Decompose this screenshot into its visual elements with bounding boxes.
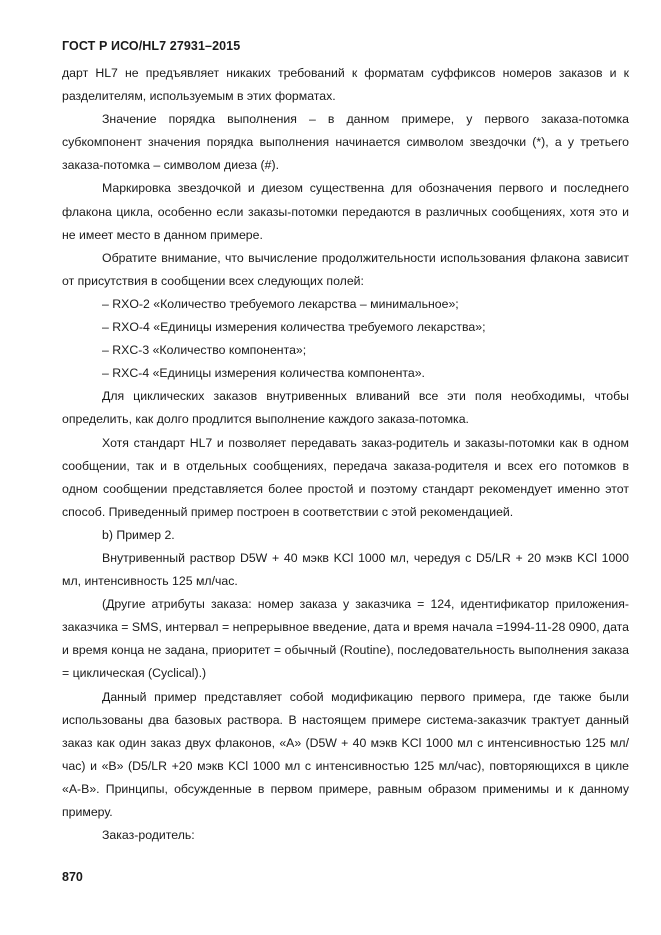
paragraph: дарт HL7 не предъявляет никаких требований к форматам суффиксов номеров заказов и к разделителям, используемым в этих форматах. xyxy=(62,66,629,104)
paragraph: Внутривенный раствор D5W + 40 мэкв KCl 1000 мл, чередуя с D5/LR + 20 мэкв KCl 1000 мл, интенсивность 125 мл/час. xyxy=(62,550,629,589)
list-item: – RXO-2 «Количество требуемого лекарства – минимальное»; xyxy=(102,296,459,311)
paragraph: Хотя стандарт HL7 и позволяет передавать заказ-родитель и заказы-потомки как в одном сообщении, так и в отдельных сообщениях, передача заказа-родителя и всех его потомков в одном сообщении представляется более простой и поэтому стандарт рекомендует именно этот способ. Приведенный пример построен в соответствии с этой рекомендацией. xyxy=(62,435,629,519)
paragraph: Маркировка звездочкой и диезом существенна для обозначения первого и последнего флакона цикла, особенно если заказы-потомки передаются в различных сообщениях, хотя это и не имеет место в данном примере. xyxy=(62,181,629,242)
example-heading: b) Пример 2. xyxy=(102,527,175,542)
paragraph: (Другие атрибуты заказа: номер заказа у заказчика = 124, идентификатор приложения-заказчика = SMS, интервал = непрерывное введение, дата и время начала =1994-11-28 0900, дата и время конца не задана, приоритет = обычный (Routine), последовательность выполнения заказа = циклическая (Cyclical).) xyxy=(62,597,629,681)
paragraph: Заказ-родитель: xyxy=(102,828,195,843)
list-item: – RXC-3 «Количество компонента»; xyxy=(102,343,307,358)
list-item: – RXC-4 «Единицы измерения количества компонента». xyxy=(102,366,425,381)
paragraph: Обратите внимание, что вычисление продолжительности использования флакона зависит от присутствия в сообщении всех следующих полей: xyxy=(62,250,629,288)
standard-header: ГОСТ Р ИСО/HL7 27931–2015 xyxy=(62,39,241,53)
list-item: – RXO-4 «Единицы измерения количества требуемого лекарства»; xyxy=(102,320,486,335)
paragraph: Данный пример представляет собой модификацию первого примера, где также были использованы два базовых раствора. В настоящем примере система-заказчик трактует данный заказ как один заказ двух флаконов, «A» (D5W + 40 мэкв KCl 1000 мл с интенсивностью 125 мл/час) и «B» (D5/LR +20 мэкв KCl 1000 мл с интенсивностью 125 мл/час), повторяющихся в цикле «A-B». Принципы, обсужденные в первом примере, равным образом применимы и к данному примеру. xyxy=(62,689,629,819)
document-body xyxy=(62,62,629,847)
paragraph: Для циклических заказов внутривенных вливаний все эти поля необходимы, чтобы определить, как долго продлится выполнение каждого заказа-потомка. xyxy=(62,389,629,427)
page-number: 870 xyxy=(62,870,83,884)
paragraph: Значение порядка выполнения – в данном примере, у первого заказа-потомка субкомпонент значения порядка выполнения начинается символом звездочки (*), а у третьего заказа-потомка – символом диеза (#). xyxy=(62,112,629,173)
